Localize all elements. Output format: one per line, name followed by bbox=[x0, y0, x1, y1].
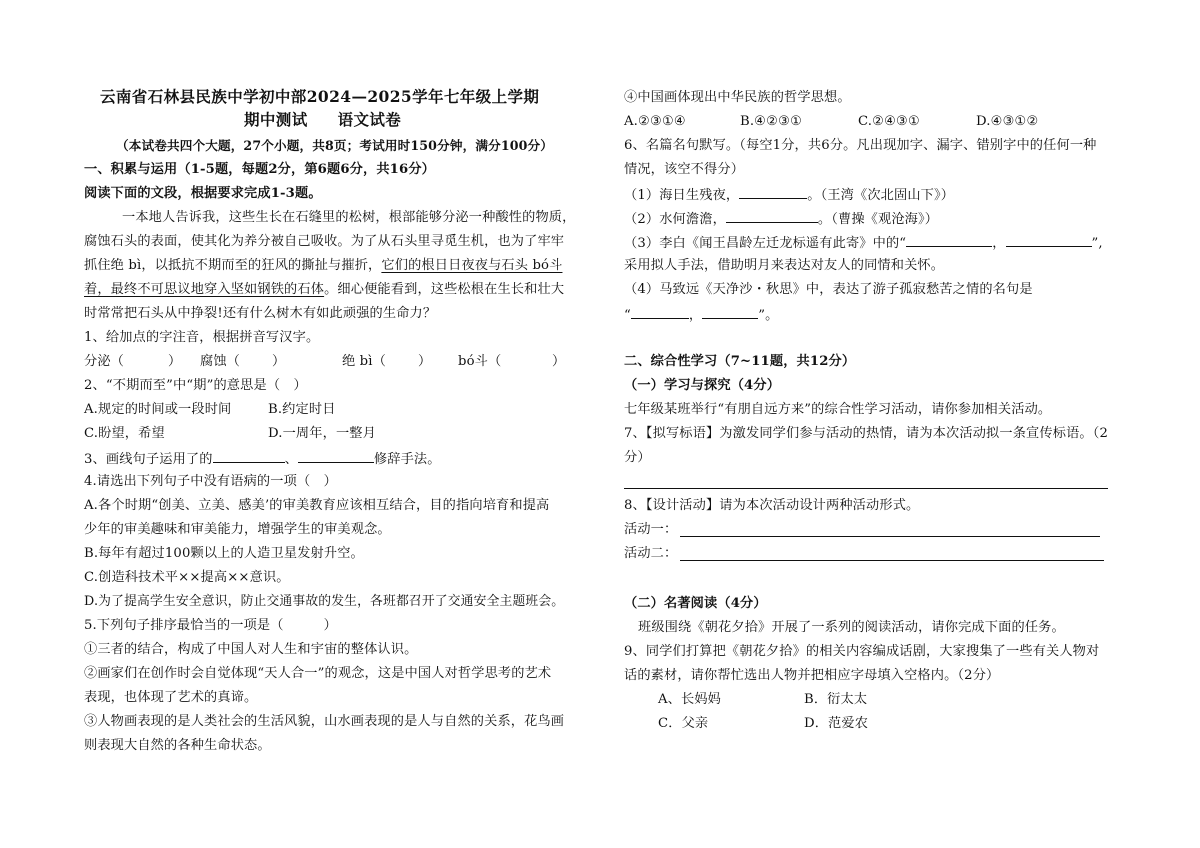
q5-option-d: D.④③①② bbox=[976, 114, 1039, 129]
exam-title-line1: 云南省石林县民族中学初中部2024—2025学年七年级上学期 bbox=[100, 87, 540, 106]
q4-option-c: C.创造科技术平××提高××意识。 bbox=[84, 570, 290, 585]
q4-option-a-line2: 少年的审美趣味和审美能力，增强学生的审美观念。 bbox=[84, 522, 391, 537]
q6-3-text: （3）李白《闻王昌龄左迁龙标遥有此寄》中的“ bbox=[624, 236, 907, 251]
q6-1-blank[interactable] bbox=[739, 185, 807, 199]
q5-sentence-4: ④中国画体现出中华民族的哲学思想。 bbox=[624, 90, 851, 105]
q4-option-b: B.每年有超过100颗以上的人造卫星发射升空。 bbox=[84, 546, 364, 561]
q9-option-c: C．父亲 bbox=[658, 716, 709, 731]
q6-item-4-answer bbox=[624, 305, 778, 325]
q5-sentence-2-line2: 表现，也体现了艺术的真谛。 bbox=[84, 690, 258, 705]
q6-1-source: 。（王湾《次北固山下》） bbox=[807, 188, 955, 203]
q6-item-2 bbox=[624, 209, 938, 229]
exam-instructions: （本试卷共四个大题，27个小题，共8页；考试用时150分钟，满分100分） bbox=[116, 138, 554, 153]
q3-blank-2[interactable] bbox=[298, 449, 374, 463]
passage-line-3 bbox=[84, 257, 562, 275]
q5-option-c: C.②④③① bbox=[858, 114, 921, 129]
q2-option-b: B.约定时日 bbox=[268, 402, 336, 417]
q6-3-comma: ， bbox=[992, 236, 1006, 251]
q3-text-c: 修辞手法。 bbox=[373, 452, 441, 467]
q3-text-a: 3、画线句子运用了的 bbox=[84, 452, 213, 467]
q6-4-blank-2[interactable] bbox=[702, 305, 758, 319]
section2-heading: 二、综合性学习（7~11题，共12分） bbox=[624, 354, 856, 369]
passage-line-1: 一本地人告诉我，这些生长在石缝里的松树，根部能够分泌一种酸性的物质， bbox=[122, 210, 576, 225]
exam-title-line2 bbox=[244, 111, 401, 129]
q6-4-blank-1[interactable] bbox=[631, 305, 689, 319]
q8-activity-1-label: 活动一： bbox=[624, 522, 678, 537]
question-9-line2: 话的素材，请你帮忙选出人物并把相应字母填入空格内。（2分） bbox=[624, 668, 1000, 683]
q6-2-source: 。（曹操《观沧海》） bbox=[817, 212, 939, 227]
q5-sentence-2-line1: ②画家们在创作时会自觉体现“天人合一”的观念，这是中国人对哲学思考的艺术 bbox=[84, 666, 552, 681]
subsection1-heading: （一）学习与探究（4分） bbox=[624, 378, 781, 393]
question-2: 2、“不期而至”中“期”的意思是（ ） bbox=[84, 378, 307, 393]
q1-item-fenmi-close: ） bbox=[168, 354, 182, 369]
q5-option-a: A.②③①④ bbox=[624, 114, 686, 129]
q5-sentence-3-line1: ③人物画表现的是人类社会的生活风貌，山水画表现的是人与自然的关系，花鸟画 bbox=[84, 714, 565, 729]
question-3 bbox=[84, 449, 441, 469]
subsection2-intro: 班级围绕《朝花夕拾》开展了一系列的阅读活动，请你完成下面的任务。 bbox=[638, 620, 1065, 635]
exam-title-subject: 语文试卷 bbox=[337, 110, 402, 129]
q1-item-fushi: 腐蚀（ bbox=[200, 354, 241, 369]
question-6-line2: 情况，该空不得分） bbox=[624, 162, 745, 177]
q9-option-a: A、长妈妈 bbox=[658, 692, 722, 707]
question-7-line1: 7、【拟写标语】为激发同学们参与活动的热情，请为本次活动拟一条宣传标语。（2 bbox=[624, 426, 1109, 441]
q6-3-blank-1[interactable] bbox=[906, 233, 992, 247]
q8-activity-2-label: 活动二： bbox=[624, 546, 678, 561]
q7-answer-line[interactable] bbox=[624, 488, 1108, 489]
subsection2-heading: （二）名著阅读（4分） bbox=[624, 596, 767, 611]
passage-line-4 bbox=[84, 281, 564, 299]
question-4: 4.请选出下列句子中没有语病的一项（ ） bbox=[84, 474, 337, 489]
passage-line-5: 时常常把石头从中挣裂!还有什么树木有如此顽强的生命力？ bbox=[84, 306, 437, 321]
q9-option-b: B．衍太太 bbox=[804, 692, 868, 707]
underlined-sentence-part2: 着，最终不可思议地穿入坚如钢铁的石体 bbox=[84, 282, 325, 297]
q1-item-bodou-close: ） bbox=[552, 354, 566, 369]
q2-option-a: A.规定的时间或一段时间 bbox=[84, 402, 232, 417]
q6-4-close: ”。 bbox=[758, 308, 779, 323]
q8-activity-2-line[interactable] bbox=[680, 560, 1104, 561]
question-1: 1、给加点的字注音，根据拼音写汉字。 bbox=[84, 330, 320, 345]
activity-intro: 七年级某班举行“有朋自远方来”的综合性学习活动，请你参加相关活动。 bbox=[624, 402, 1052, 417]
q5-sentence-3-line2: 则表现大自然的各种生命状态。 bbox=[84, 738, 271, 753]
q6-2-blank[interactable] bbox=[726, 209, 818, 223]
reading-intro: 阅读下面的文段，根据要求完成1-3题。 bbox=[84, 186, 322, 201]
passage-line-2: 腐蚀石头的表面，使其化为养分被自己吸收。为了从石头里寻觅生机，也为了牢牢 bbox=[84, 234, 565, 249]
q8-activity-1-line[interactable] bbox=[680, 536, 1100, 537]
q6-3-blank-2[interactable] bbox=[1006, 233, 1092, 247]
q6-3-close: ”, bbox=[1091, 236, 1103, 251]
q4-option-d: D.为了提高学生安全意识，防止交通事故的发生，各班都召开了交通安全主题班会。 bbox=[84, 594, 565, 609]
q1-item-juebi-close: ） bbox=[418, 354, 432, 369]
question-8: 8、【设计活动】请为本次活动设计两种活动形式。 bbox=[624, 498, 920, 513]
q3-text-b: 、 bbox=[284, 452, 298, 467]
question-5: 5.下列句子排序最恰当的一项是（ ） bbox=[84, 618, 337, 633]
q2-option-c: C.盼望，希望 bbox=[84, 426, 165, 441]
q6-item-3 bbox=[624, 233, 1103, 253]
question-7-line2: 分） bbox=[624, 450, 651, 465]
q6-item-3-line2: 采用拟人手法，借助明月来表达对友人的同情和关怀。 bbox=[624, 258, 945, 273]
q6-1-text: （1）海日生残夜， bbox=[624, 188, 740, 203]
q6-4-comma: ， bbox=[688, 308, 703, 323]
q9-option-d: D．范爱农 bbox=[804, 716, 869, 731]
question-6-line1: 6、名篇名句默写。（每空1分，共6分。凡出现加字、漏字、错别字中的任何一种 bbox=[624, 138, 1097, 153]
q5-sentence-1: ①三者的结合，构成了中国人对人生和宇宙的整体认识。 bbox=[84, 642, 418, 657]
q6-2-text: （2）水何澹澹， bbox=[624, 212, 726, 227]
q1-item-fenmi: 分泌（ bbox=[84, 354, 125, 369]
q5-option-b: B.④②③① bbox=[740, 114, 803, 129]
q1-item-fushi-close: ） bbox=[272, 354, 286, 369]
q4-option-a-line1: A.各个时期“创美、立美、感美’的审美教育应该相互结合，目的指向培育和提高 bbox=[84, 498, 550, 513]
section1-heading: 一、积累与运用（1-5题，每题2分，第6题6分，共16分） bbox=[84, 162, 435, 177]
exam-title-midterm: 期中测试 bbox=[244, 110, 308, 129]
q1-item-juebi: 绝 bì（ bbox=[342, 354, 386, 369]
q6-item-4: （4）马致远《天净沙・秋思》中，表达了游子孤寂愁苦之情的名句是 bbox=[624, 282, 1033, 297]
q3-blank-1[interactable] bbox=[213, 449, 285, 463]
q6-4-open: “ bbox=[624, 308, 631, 323]
question-9-line1: 9、同学们打算把《朝花夕拾》的相关内容编成话剧，大家搜集了一些有关人物对 bbox=[624, 644, 1100, 659]
q6-item-1 bbox=[624, 185, 954, 205]
q2-option-d: D.一周年，一整月 bbox=[268, 426, 376, 441]
underlined-sentence-part1: 它们的根日日夜夜与石头 bó斗 bbox=[381, 258, 563, 273]
q1-item-bodou: bó斗（ bbox=[458, 354, 502, 369]
passage-line-3-text: 抓住绝 bì，以抵抗不期而至的狂风的撕扯与摧折， bbox=[84, 258, 382, 273]
passage-line-4-text: 。细心便能看到，这些松根在生长和壮大 bbox=[324, 282, 565, 297]
